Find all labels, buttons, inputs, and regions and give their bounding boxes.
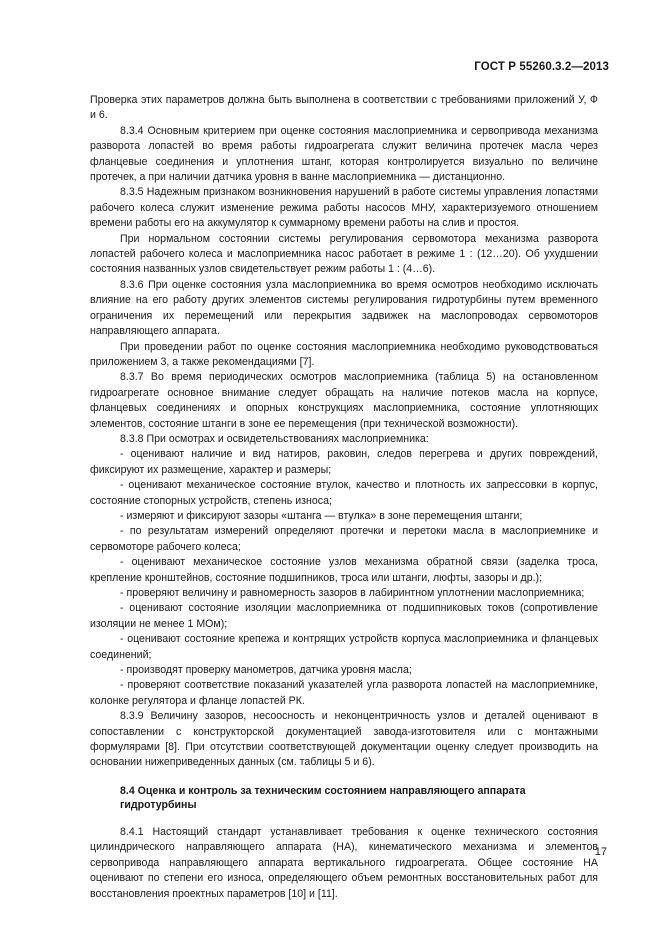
list-item: - оценивают механическое состояние втулок, качество и плотность их запрессовки в корпус, состояние стопорных устройств, степень износа; [90,479,598,507]
paragraph: При нормальном состоянии системы регулирования сервомотора механизма разворота лопастей рабочего колеса и маслоприемника насос работает в режиме 1 : (12…20). Об ухудшении состояния названных узлов свидетельствует режим работы 1 : (4…6). [90,232,598,276]
paragraph: 8.3.5 Надежным признаком возникновения нарушений в работе системы управления лопастями рабочего колеса служит изменение режима работы насосов МНУ, характеризуемого отношением времени работы его на аккумулятор к суммарному времени работы на слив и простоя. [90,186,598,230]
paragraph: 8.3.9 Величину зазоров, несоосность и неконцентричность узлов и деталей оценивают в сопоставлении с конструкторской документацией завода-изготовителя или с монтажными формулярами [8]. При отсутствии соответствующей документации оценку следует производить на основании нижеприведенных данных (см. таблицы 5 и 6). [90,710,598,769]
list-item: - по результатам измерений определяют протечки и перетоки масла в маслоприемнике и сервомоторе рабочего колеса; [90,525,598,553]
paragraph: При проведении работ по оценке состояния маслоприемника необходимо руководствоваться приложением 3, а также рекомендациями [7]. [90,340,598,368]
list-item: - производят проверку манометров, датчика уровня масла; [120,664,412,677]
list-item: - проверяют соответствие показаний указателей угла разворота лопастей на маслоприемнике, колонке регулятора и фланце лопастей РК. [90,679,598,707]
list-item: - оценивают механическое состояние узлов механизма обратной связи (заделка троса, крепление кронштейнов, состояние подшипников, троса или штанги, люфты, зазоры и др.); [90,556,598,584]
paragraph: 8.3.6 При оценке состояния узла маслоприемника во время осмотров необходимо исключать влияние на его работу других элементов системы регулирования гидротурбины путем временного ограничения их перемещений или перекрытия задвижек на маслопроводах сервомоторов направляющего аппарата. [90,278,598,338]
list-item: - оценивают состояние крепежа и контрящих устройств корпуса маслоприемника и фланцевых соединений; [90,633,598,661]
list-item: - оценивают состояние изоляции маслоприемника от подшипниковых токов (сопротивление изоляции не менее 1 МОм); [90,602,598,630]
page-number: 17 [594,846,607,858]
list-item: - проверяют величину и равномерность зазоров в лабиринтном уплотнении маслоприемника; [120,587,585,599]
paragraph: 8.3.7 Во время периодических осмотров маслоприемника (таблица 5) на остановленном гидроагрегате основное внимание следует обращать на наличие потеков масла на корпусе, фланцевых соединениях и опорных конструкциях маслоприемника, состояние уплотняющих элементов, состояние штанги в зоне ее перемещения (при технической возможности). [90,371,598,430]
standard-header: ГОСТ Р 55260.3.2—2013 [474,61,609,73]
list-item: - измеряют и фиксируют зазоры «штанга — втулка» в зоне перемещения штанги; [120,509,523,522]
list-item: - оценивают наличие и вид натиров, раковин, следов перегрева и других повреждений, фиксируют их размещение, характер и размеры; [90,448,598,476]
paragraph: 8.4.1 Настоящий стандарт устанавливает требования к оценке технического состояния цилиндрического направляющего аппарата (НА), кинематического механизма и элементов сервопривода направляющего аппарата вертикального гидроагрегата. Общее состояние НА оценивают по степени его износа, определяющего объем ремонтных восстановительных работ для восстановления проектных параметров [10] и [11]. [90,825,598,900]
body-text [90,93,598,902]
paragraph: Проверка этих параметров должна быть выполнена в соответствии с требованиями приложений У, Ф и 6. [90,94,598,122]
paragraph: 8.3.4 Основным критерием при оценке состояния маслоприемника и сервопривода механизма разворота лопастей во время работы гидроагрегата служит величина протечек масла через фланцевые соединения и уплотнения штанг, которая контролируется визуально по величине протечек, а при наличии датчика уровня в ванне маслоприемника — дистанционно. [90,124,598,184]
paragraph: 8.3.8 При осмотрах и освидетельствованиях маслоприемника: [120,432,429,445]
section-heading: 8.4 Оценка и контроль за техническим состоянием направляющего аппарата гидротурбины [120,784,526,811]
